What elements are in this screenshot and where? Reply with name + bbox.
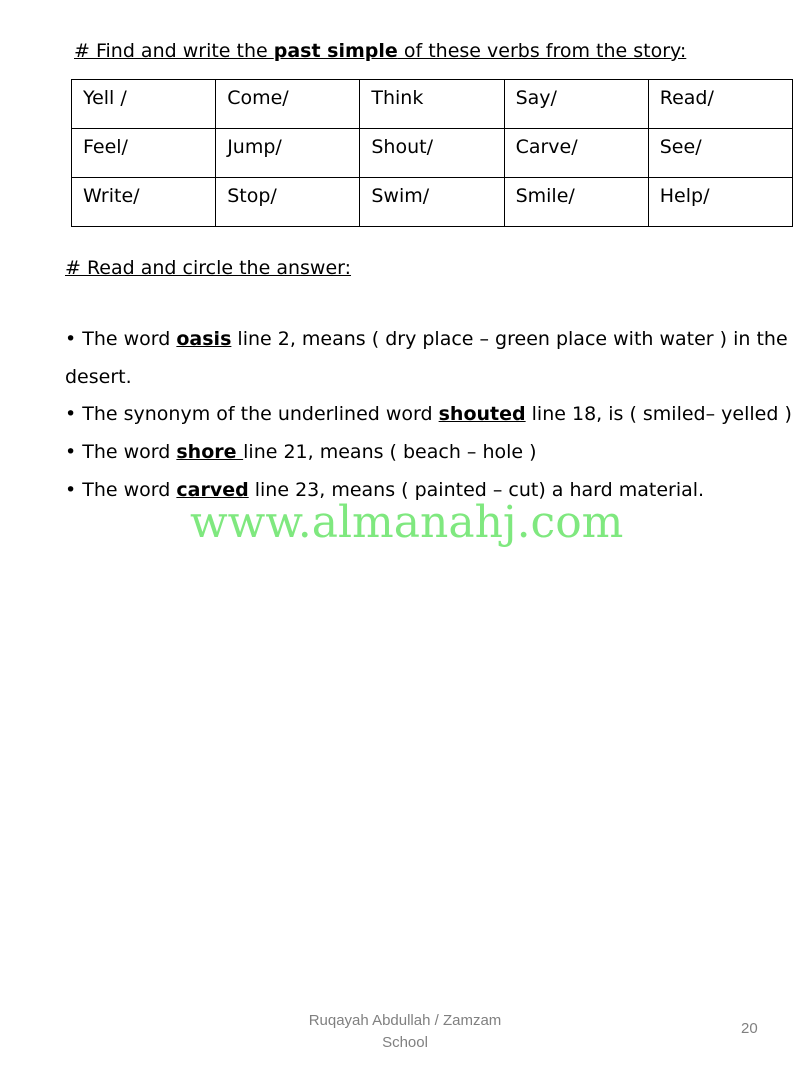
- section1-prefix: # Find and write the: [74, 40, 274, 62]
- question-line: [65, 366, 132, 388]
- table-cell: Help/: [648, 178, 792, 227]
- verbs-table: [71, 79, 793, 227]
- question-pre: • The word: [65, 328, 177, 350]
- table-cell: Say/: [504, 80, 648, 129]
- table-cell: Carve/: [504, 129, 648, 178]
- table-cell: Stop/: [216, 178, 360, 227]
- table-row: [72, 129, 793, 178]
- table-row: [72, 80, 793, 129]
- question-pre: desert.: [65, 366, 132, 388]
- table-cell: Yell /: [72, 80, 216, 129]
- question-word: shore: [176, 441, 244, 463]
- question-post: line 2, means ( dry place – green place with water ) in the: [231, 328, 788, 350]
- question-pre: • The word: [65, 441, 177, 463]
- table-cell: Smile/: [504, 178, 648, 227]
- footer: [280, 1010, 530, 1054]
- table-cell: Swim/: [360, 178, 504, 227]
- table-cell: Think: [360, 80, 504, 129]
- table-cell: Read/: [648, 80, 792, 129]
- question-post: line 23, means ( painted – cut) a hard material.: [248, 479, 705, 501]
- section1-suffix: of these verbs from the story:: [397, 40, 687, 62]
- table-cell: Write/: [72, 178, 216, 227]
- page-number: 20: [741, 1020, 758, 1037]
- question-pre: • The word: [65, 479, 177, 501]
- section2-heading: # Read and circle the answer:: [65, 257, 352, 279]
- table-cell: See/: [648, 129, 792, 178]
- section1-heading: [74, 40, 686, 62]
- watermark: www.almanahj.com: [190, 497, 624, 548]
- table-cell: Feel/: [72, 129, 216, 178]
- question-post: line 18, is ( smiled– yelled ): [525, 403, 792, 425]
- footer-line2: School: [382, 1034, 428, 1051]
- question-line: [65, 441, 537, 463]
- question-line: [65, 328, 788, 350]
- footer-line1: Ruqayah Abdullah / Zamzam: [308, 1012, 502, 1029]
- table-cell: Come/: [216, 80, 360, 129]
- table-row: [72, 178, 793, 227]
- question-word: shouted: [438, 403, 526, 425]
- question-word: carved: [176, 479, 249, 501]
- question-post: line 21, means ( beach – hole ): [243, 441, 537, 463]
- table-cell: Shout/: [360, 129, 504, 178]
- table-cell: Jump/: [216, 129, 360, 178]
- question-pre: • The synonym of the underlined word: [65, 403, 439, 425]
- section1-bold: past simple: [273, 40, 398, 62]
- question-word: oasis: [176, 328, 232, 350]
- question-line: [65, 403, 792, 425]
